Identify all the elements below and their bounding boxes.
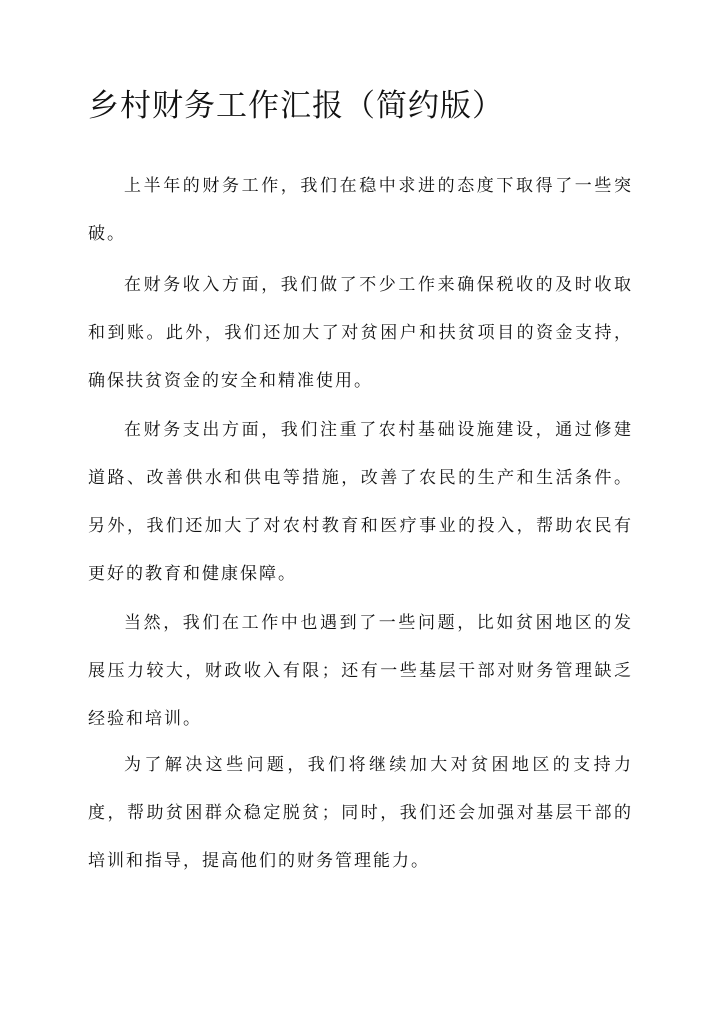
paragraph-intro: 上半年的财务工作，我们在稳中求进的态度下取得了一些突破。	[88, 176, 633, 244]
paragraph-expenditure: 在财务支出方面，我们注重了农村基础设施建设，通过修建道路、改善供水和供电等措施，改善了农民的生产和生活条件。另外，我们还加大了对农村教育和医疗事业的投入，帮助农民有更好的教育和健康保障。	[88, 420, 633, 584]
paragraph-problems: 当然，我们在工作中也遇到了一些问题，比如贫困地区的发展压力较大，财政收入有限；还有一些基层干部对财务管理缺乏经验和培训。	[88, 613, 633, 729]
paragraph-income: 在财务收入方面，我们做了不少工作来确保税收的及时收取和到账。此外，我们还加大了对贫困户和扶贫项目的资金支持，确保扶贫资金的安全和精准使用。	[88, 275, 633, 391]
paragraph-solutions: 为了解决这些问题，我们将继续加大对贫困地区的支持力度，帮助贫困群众稳定脱贫；同时，我们还会加强对基层干部的培训和指导，提高他们的财务管理能力。	[88, 755, 633, 871]
document-title: 乡村财务工作汇报（简约版）	[88, 88, 504, 124]
